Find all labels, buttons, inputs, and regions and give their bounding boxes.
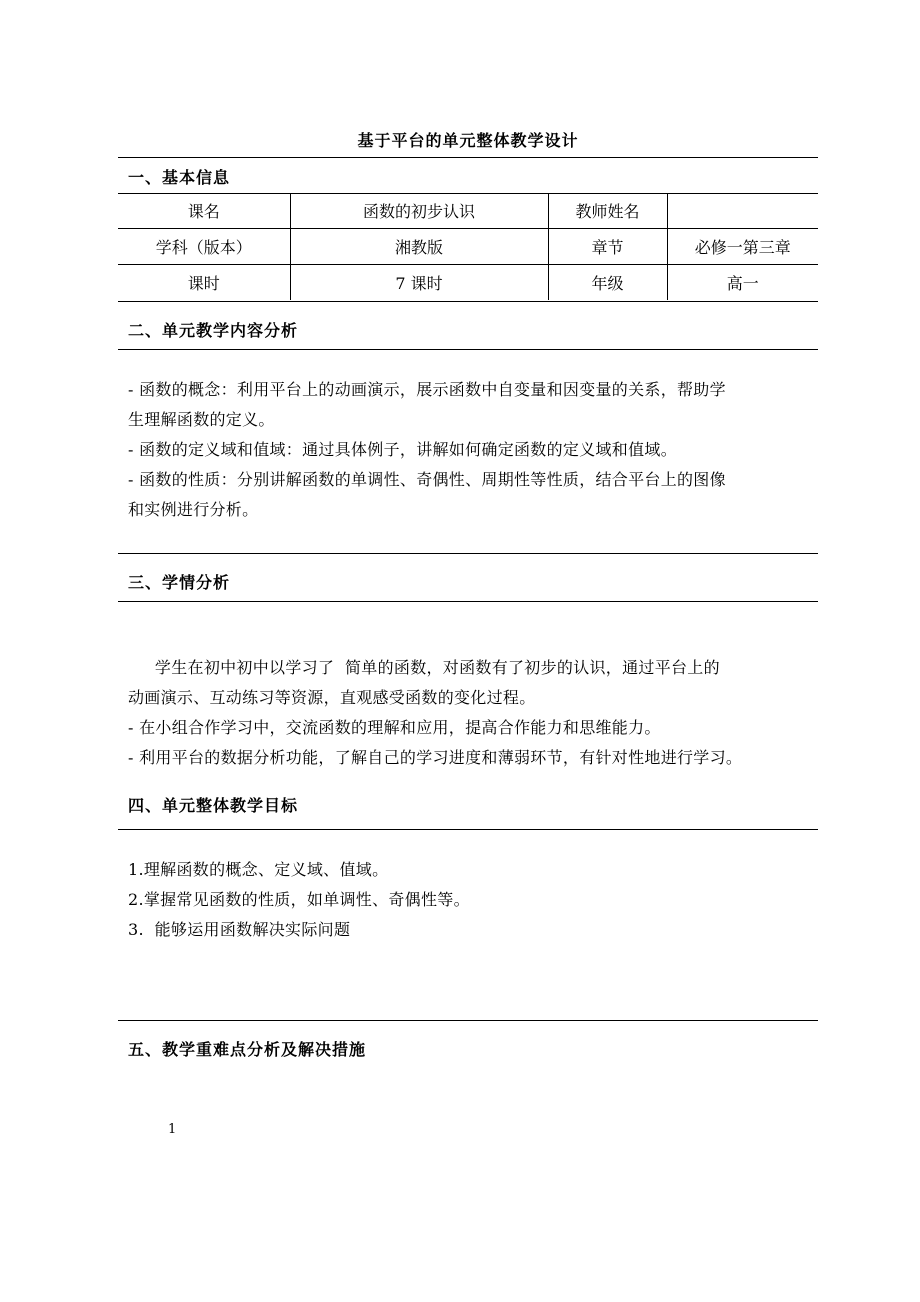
table-cell: 章节 bbox=[548, 229, 667, 265]
table-cell: 年级 bbox=[548, 265, 667, 301]
document-title: 基于平台的单元整体教学设计 bbox=[357, 131, 579, 150]
page-number: 1 bbox=[168, 1122, 177, 1137]
learner-analysis-text bbox=[128, 653, 814, 773]
section-heading-teaching-goals: 四、单元整体教学目标 bbox=[128, 796, 299, 815]
text-line: 2.掌握常见函数的性质，如单调性、奇偶性等。 bbox=[128, 890, 470, 909]
text-line: - 函数的性质：分别讲解函数的单调性、奇偶性、周期性等性质，结合平台上的图像 bbox=[128, 470, 726, 489]
divider bbox=[118, 349, 818, 350]
text-line: 学生在初中初中以学习了 简单的函数，对函数有了初步的认识，通过平台上的 bbox=[128, 658, 720, 677]
text-line: - 在小组合作学习中，交流函数的理解和应用，提高合作能力和思维能力。 bbox=[128, 718, 661, 737]
text-line: - 函数的概念：利用平台上的动画演示，展示函数中自变量和因变量的关系，帮助学 bbox=[128, 380, 726, 399]
section-heading-learner-analysis: 三、学情分析 bbox=[128, 573, 231, 592]
table-cell: 课名 bbox=[118, 193, 290, 229]
text-line: - 利用平台的数据分析功能，了解自己的学习进度和薄弱环节，有针对性地进行学习。 bbox=[128, 748, 743, 767]
table-row bbox=[118, 229, 818, 265]
text-line: 1.理解函数的概念、定义域、值域。 bbox=[128, 860, 389, 879]
table-cell: 7 课时 bbox=[290, 265, 548, 301]
table-cell: 课时 bbox=[118, 265, 290, 301]
table-cell: 教师姓名 bbox=[548, 193, 667, 229]
divider bbox=[118, 1020, 818, 1021]
text-line: 3. 能够运用函数解决实际问题 bbox=[128, 920, 351, 939]
divider bbox=[118, 157, 818, 158]
text-line: 动画演示、互动练习等资源，直观感受函数的变化过程。 bbox=[128, 688, 536, 707]
table-cell: 高一 bbox=[667, 265, 818, 301]
section-heading-content-analysis: 二、单元教学内容分析 bbox=[128, 321, 299, 340]
table-cell: 函数的初步认识 bbox=[290, 193, 548, 229]
text-line: 和实例进行分析。 bbox=[128, 500, 259, 519]
table-row bbox=[118, 265, 818, 301]
section-heading-key-points: 五、教学重难点分析及解决措施 bbox=[128, 1040, 367, 1059]
section-heading-basic-info: 一、基本信息 bbox=[128, 168, 231, 187]
table-cell: 学科（版本） bbox=[118, 229, 290, 265]
divider bbox=[118, 601, 818, 602]
content-analysis-text bbox=[128, 375, 814, 525]
divider bbox=[118, 193, 818, 194]
text-line: 生理解函数的定义。 bbox=[128, 410, 275, 429]
teaching-goals-text bbox=[128, 855, 814, 945]
table-cell: 湘教版 bbox=[290, 229, 548, 265]
text-line: - 函数的定义域和值域：通过具体例子，讲解如何确定函数的定义域和值域。 bbox=[128, 440, 677, 459]
basic-info-table bbox=[118, 193, 818, 300]
table-row bbox=[118, 193, 818, 229]
divider bbox=[118, 301, 818, 302]
divider bbox=[118, 553, 818, 554]
table-cell: 必修一第三章 bbox=[667, 229, 818, 265]
divider bbox=[118, 829, 818, 830]
table-cell bbox=[667, 193, 818, 229]
